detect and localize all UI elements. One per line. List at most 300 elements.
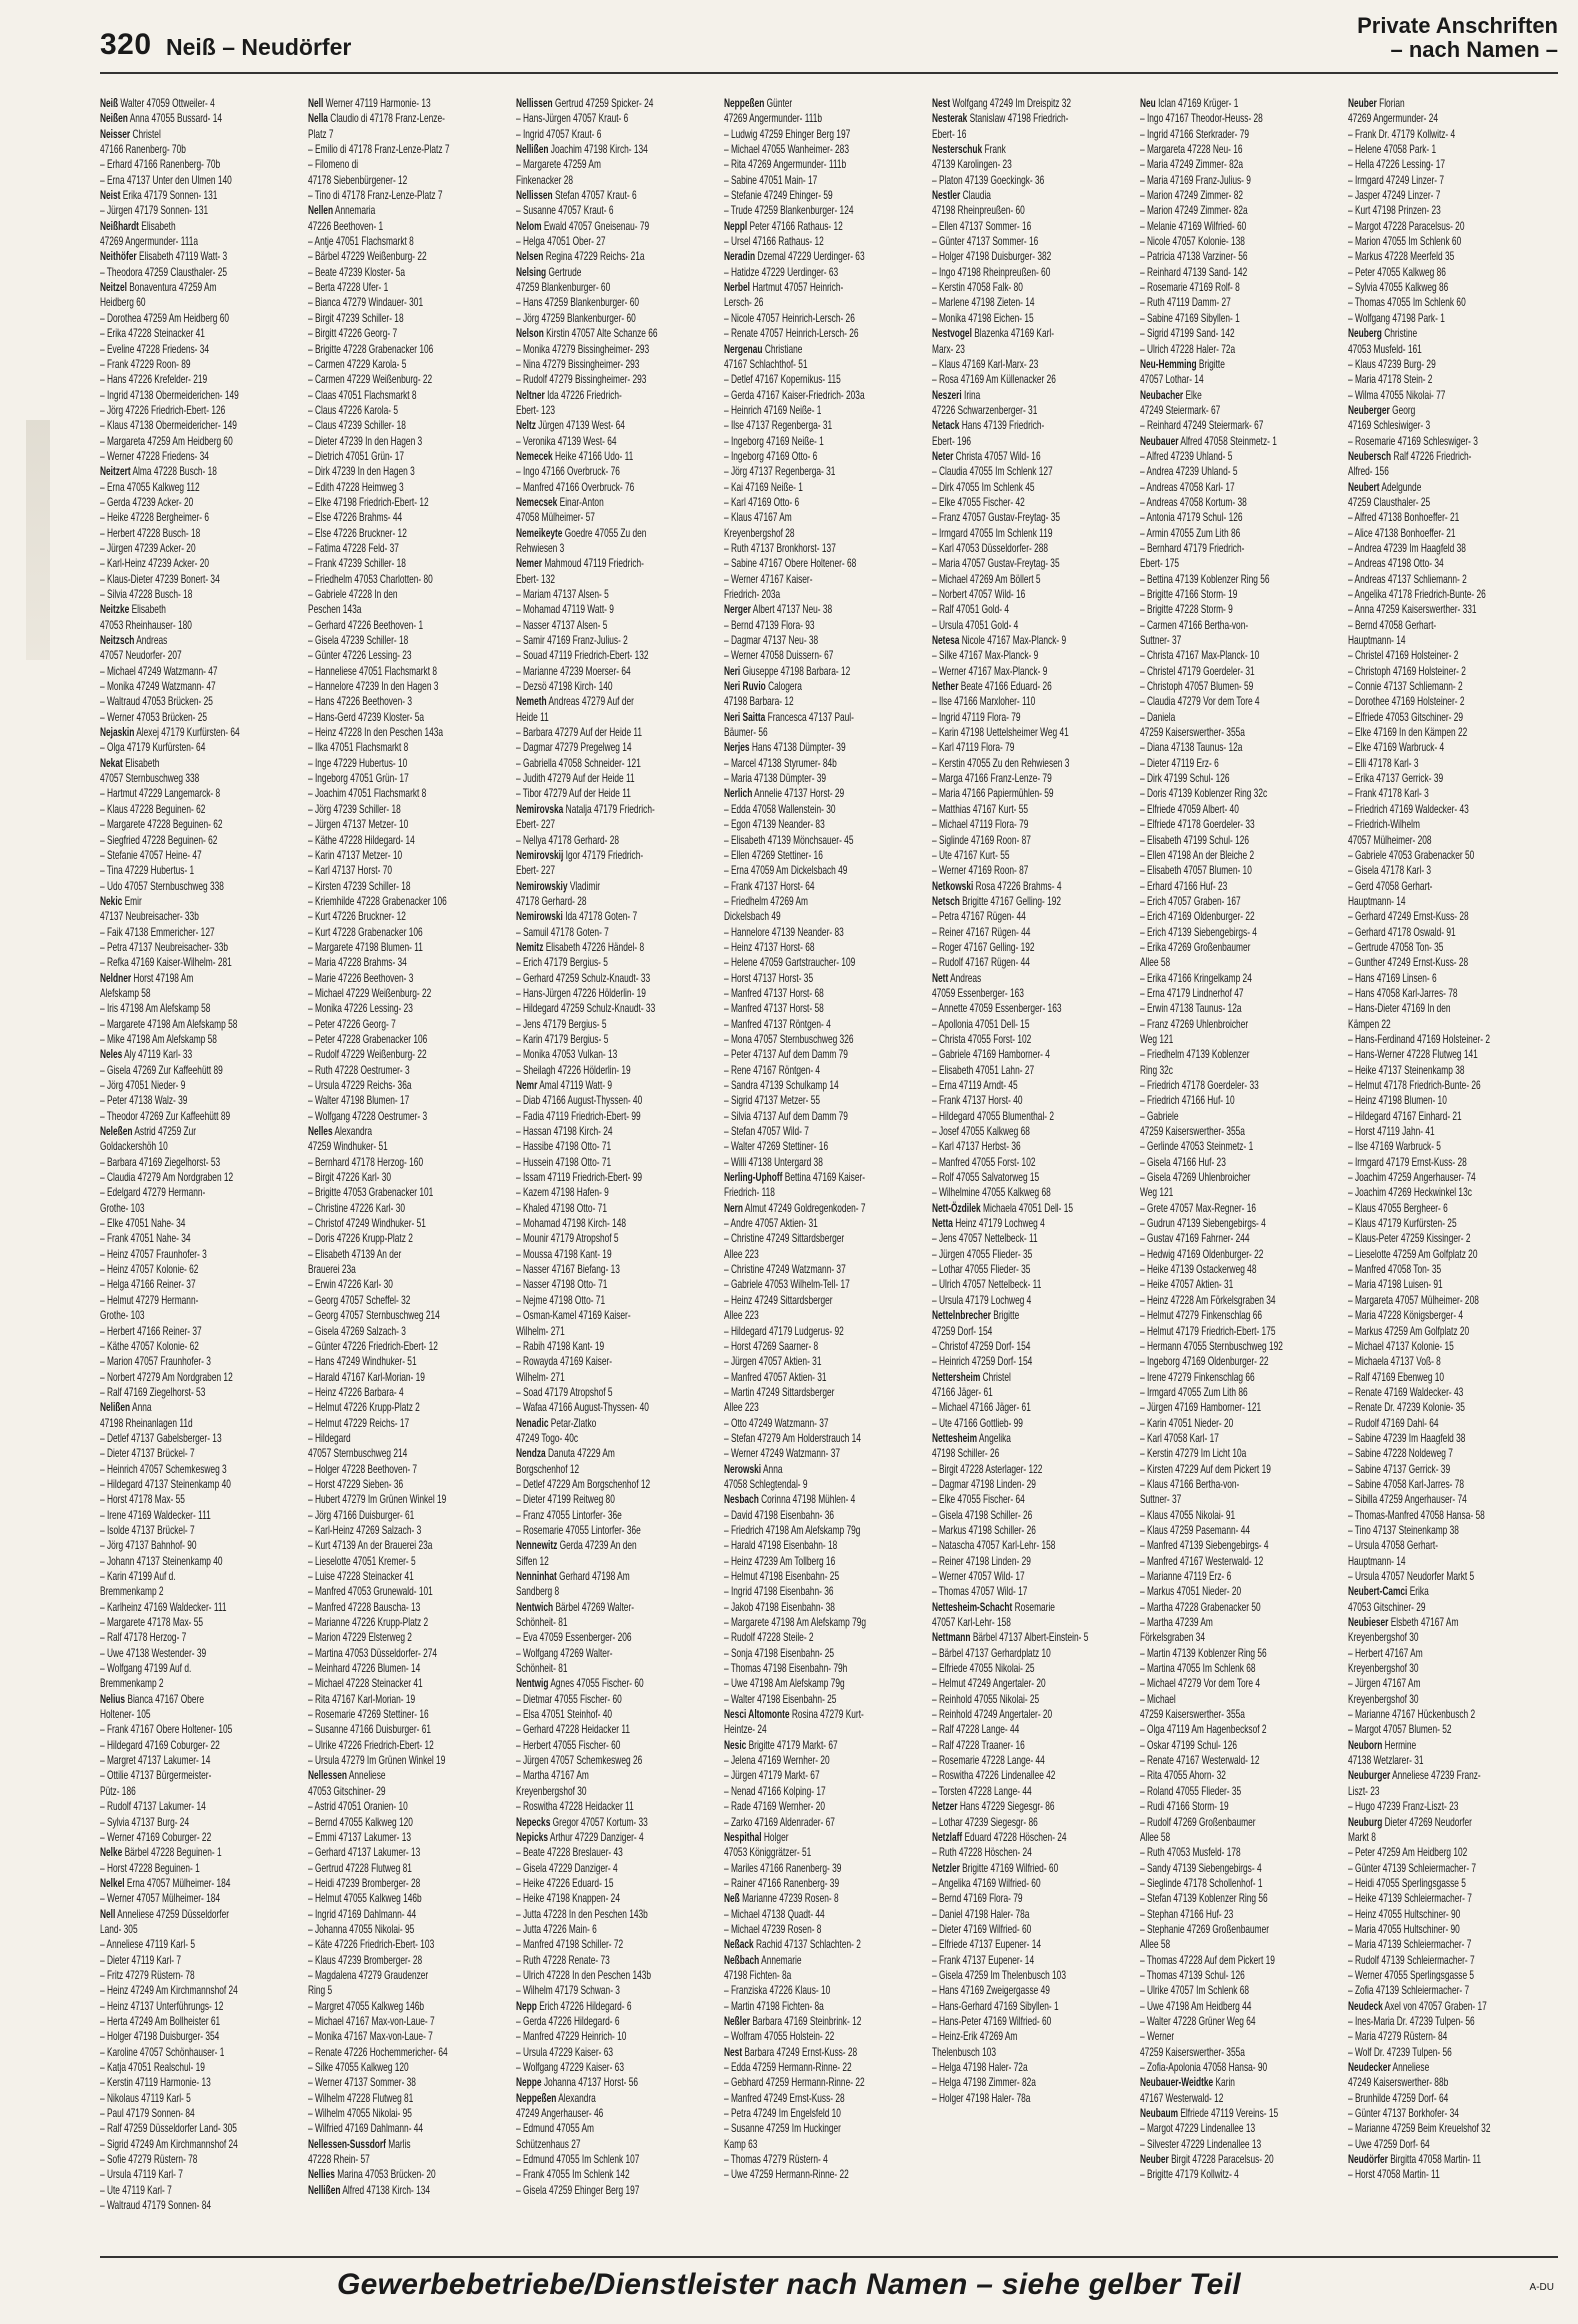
listing-entry — [1140, 1891, 1339, 1906]
entry-detail: – Friedrich 47166 Huf- 10 — [1140, 1094, 1235, 1108]
entry-detail: Kreyenbergshof 30 — [1348, 1631, 1419, 1645]
entry-detail: – Hans-Gerd 47239 Kloster- 5a — [308, 710, 425, 724]
entry-detail: – Elfriede 47053 Gitschiner- 29 — [1348, 710, 1464, 724]
surname: Nemirowski — [516, 910, 563, 924]
entry-detail: – Marcel 47138 Styrumer- 84b — [724, 756, 837, 770]
listing-entry — [724, 1953, 923, 1968]
listing-entry — [932, 326, 1131, 341]
entry-detail: – Uwe 47259 Dorf- 64 — [1348, 2137, 1430, 2151]
listing-entry — [308, 771, 507, 786]
listing-entry — [516, 2045, 715, 2060]
entry-detail: – Elke 47169 Warbruck- 4 — [1348, 741, 1445, 755]
entry-detail: – Michael 47229 Weißenburg- 22 — [308, 986, 432, 1000]
entry-detail: – Franz 47057 Gustav-Freytag- 35 — [932, 511, 1061, 525]
listing-entry — [932, 449, 1131, 464]
entry-detail: – Käthe 47057 Kolonie- 62 — [100, 1339, 199, 1353]
listing-entry — [100, 2106, 299, 2121]
listing-entry — [724, 234, 923, 249]
listing-entry — [1348, 1063, 1547, 1078]
listing-entry — [1140, 1446, 1339, 1461]
entry-detail: – Joachim 47051 Flachsmarkt 8 — [308, 787, 427, 801]
entry-detail: – Petra 47137 Neubreisacher- 33b — [100, 940, 229, 954]
entry-detail: – Ottilie 47137 Bürgermeister- — [100, 1769, 212, 1783]
entry-detail: – Ulrike 47226 Friedrich-Ebert- 12 — [308, 1738, 434, 1752]
entry-detail: – Martha 47228 Grabenacker 50 — [1140, 1600, 1261, 1614]
entry-detail: Nicole 47167 Max-Planck- 9 — [961, 634, 1067, 648]
entry-detail: – Nasser 47198 Otto- 71 — [516, 1278, 608, 1292]
listing-entry — [100, 326, 299, 341]
entry-detail: – Petra 47167 Rügen- 44 — [932, 910, 1026, 924]
listing-entry — [516, 2014, 715, 2029]
listing-entry — [932, 740, 1131, 755]
listing-entry — [308, 1354, 507, 1369]
entry-detail: – Frank 47178 Karl- 3 — [1348, 787, 1429, 801]
listing-entry — [932, 1262, 1131, 1277]
entry-detail: – Horst 47228 Beguinen- 1 — [100, 1861, 200, 1875]
entry-detail: – Gisela 47166 Huf- 23 — [1140, 1155, 1226, 1169]
listing-entry — [516, 1554, 715, 1569]
listing-entry — [932, 2029, 1131, 2044]
listing-entry — [1348, 1891, 1547, 1906]
listing-entry — [1140, 111, 1339, 126]
entry-detail: – Erich 47179 Bergius- 5 — [516, 956, 608, 970]
listing-entry — [516, 664, 715, 679]
entry-detail: Andreas 47279 Auf der — [548, 695, 634, 709]
listing-entry — [100, 848, 299, 863]
listing-entry — [1140, 2075, 1339, 2090]
surname: Nellies — [308, 2168, 335, 2182]
listing-entry — [724, 1922, 923, 1937]
listing-entry — [1348, 249, 1547, 264]
entry-detail: Schützenhaus 27 — [516, 2137, 581, 2151]
listing-entry — [724, 863, 923, 878]
listing-entry — [1348, 2045, 1547, 2060]
listing-entry — [1348, 311, 1547, 326]
listing-entry — [1348, 664, 1547, 679]
listing-entry — [308, 2183, 507, 2198]
entry-detail: – Erika 47137 Gerrick- 39 — [1348, 772, 1444, 786]
entry-detail: – Brigitte 47053 Grabenacker 101 — [308, 1186, 434, 1200]
entry-detail: – Elke 47169 In den Kämpen 22 — [1348, 726, 1468, 740]
listing-entry — [516, 909, 715, 924]
listing-entry — [100, 1922, 299, 1937]
entry-detail: Horst 47198 Am — [133, 971, 194, 985]
listing-entry — [1348, 1815, 1547, 1830]
listing-entry — [932, 2075, 1131, 2090]
surname: Nennewitz — [516, 1539, 558, 1553]
listing-entry — [1348, 1768, 1547, 1783]
listing-entry — [1348, 1324, 1547, 1339]
entry-detail: – Hans-Peter 47169 Wilfried- 60 — [932, 2014, 1052, 2028]
entry-detail: Hauptmann- 14 — [1348, 894, 1406, 908]
listing-entry — [516, 1093, 715, 1108]
listing-entry — [516, 541, 715, 556]
listing-entry — [932, 986, 1131, 1001]
listing-entry — [1140, 249, 1339, 264]
entry-detail: Emir — [124, 894, 142, 908]
listing-entry — [932, 1845, 1131, 1860]
listing-entry — [308, 1385, 507, 1400]
entry-detail: – Ingo 47167 Theodor-Heuss- 28 — [1140, 112, 1263, 126]
listing-entry — [724, 587, 923, 602]
listing-entry — [308, 833, 507, 848]
entry-detail: – Udo 47057 Sternbuschweg 338 — [100, 879, 224, 893]
entry-detail: – Gustav 47169 Fahrner- 244 — [1140, 1232, 1250, 1246]
entry-detail: – Marion 47057 Fraunhofer- 3 — [100, 1355, 211, 1369]
listing-entry — [724, 142, 923, 157]
listing-entry — [932, 1247, 1131, 1262]
listing-entry — [724, 1815, 923, 1830]
entry-detail: – Irmgard 47249 Linzer- 7 — [1348, 173, 1445, 187]
listing-entry — [308, 2060, 507, 2075]
listing-entry — [932, 188, 1131, 203]
listing-entry — [100, 740, 299, 755]
entry-detail: Allee 58 — [1140, 956, 1171, 970]
entry-detail: Holger — [763, 1830, 789, 1844]
entry-detail: – Helene 47058 Park- 1 — [1348, 143, 1437, 157]
listing-entry — [100, 1907, 299, 1922]
listing-entry — [100, 786, 299, 801]
listing-entry — [100, 1001, 299, 1016]
entry-detail: – Heinz 47057 Fraunhofer- 3 — [100, 1247, 207, 1261]
listing-entry — [308, 1630, 507, 1645]
listing-entry — [308, 1799, 507, 1814]
entry-detail: 47249 Togo- 40c — [516, 1431, 579, 1445]
listing-entry — [100, 1983, 299, 1998]
listing-entry — [308, 1277, 507, 1292]
listing-entry — [100, 1400, 299, 1415]
entry-detail: – Michael 47249 Watzmann- 47 — [100, 664, 218, 678]
entry-detail: – Dagmar 47137 Neu- 38 — [724, 634, 819, 648]
listing-entry — [1140, 2106, 1339, 2121]
listing-entry — [724, 1216, 923, 1231]
listing-entry — [724, 817, 923, 832]
entry-detail: – Werner 47167 Max-Planck- 9 — [932, 664, 1048, 678]
entry-detail: – Silke 47167 Max-Planck- 9 — [932, 649, 1039, 663]
entry-detail: – Wilhelmine 47055 Kalkweg 68 — [932, 1186, 1051, 1200]
entry-detail: – Nicole 47057 Heinrich-Lersch- 26 — [724, 311, 855, 325]
entry-detail: – Alfred 47239 Uhland- 5 — [1140, 449, 1233, 463]
surname: Nepp — [516, 1999, 537, 2013]
surname: Neiß — [100, 97, 119, 110]
listing-entry — [516, 1155, 715, 1170]
entry-detail: – Frank 47137 Horst- 64 — [724, 879, 815, 893]
entry-detail: Marina 47053 Brücken- 20 — [337, 2168, 436, 2182]
listing-entry — [932, 311, 1131, 326]
entry-detail: – Ute 47166 Gottlieb- 99 — [932, 1416, 1023, 1430]
entry-detail: – Margret 47137 Lakumer- 14 — [100, 1754, 211, 1768]
surname: Nesic — [724, 1738, 747, 1752]
listing-entry — [1348, 142, 1547, 157]
listing-entry — [1140, 372, 1339, 387]
surname: Neuber — [1348, 97, 1377, 110]
surname: Nepecks — [516, 1815, 551, 1829]
listing-entry — [724, 633, 923, 648]
listing-entry — [932, 1293, 1131, 1308]
entry-detail: – Wolf Dr. 47239 Tulpen- 56 — [1348, 2045, 1452, 2059]
listing-entry — [516, 1170, 715, 1185]
entry-detail: – Wolfgang 47229 Kaiser- 63 — [516, 2061, 624, 2074]
entry-detail: – Marianne 47239 Moerser- 64 — [516, 664, 631, 678]
listing-entry — [1140, 1600, 1339, 1615]
listing-entry — [932, 1554, 1131, 1569]
listing-entry — [1140, 495, 1339, 510]
listing-entry — [1140, 986, 1339, 1001]
entry-detail: – Ingrid 47057 Kraut- 6 — [516, 127, 602, 141]
listing-entry — [1348, 388, 1547, 403]
entry-detail: – Erna 47055 Kalkweg 112 — [100, 480, 200, 494]
entry-detail: – Wilfried 47169 Dahlmann- 44 — [308, 2122, 424, 2136]
listing-entry — [1348, 372, 1547, 387]
listing-entry — [100, 295, 299, 310]
listing-entry — [516, 1907, 715, 1922]
entry-detail: – Erna 47137 Unter den Ulmen 140 — [100, 173, 232, 187]
listing-entry — [100, 572, 299, 587]
listing-entry — [308, 879, 507, 894]
listing-entry — [1140, 1185, 1339, 1200]
listing-entry — [516, 633, 715, 648]
listing-entry — [308, 219, 507, 234]
entry-detail: Brigitte — [1198, 357, 1225, 371]
entry-detail: – Tino di 47178 Franz-Lenze-Platz 7 — [308, 189, 443, 203]
entry-detail: – Martha 47167 Am — [516, 1769, 589, 1783]
listing-entry — [724, 618, 923, 633]
listing-entry — [932, 1891, 1131, 1906]
listing-entry — [724, 1477, 923, 1492]
entry-detail: – Sieglinde 47178 Schollenhof- 1 — [1140, 1876, 1263, 1890]
entry-detail: – Ursula 47051 Gold- 4 — [932, 618, 1019, 632]
entry-detail: – Claudia 47279 Vor dem Tore 4 — [1140, 695, 1260, 709]
listing-entry — [1348, 1968, 1547, 1983]
entry-detail: – Nicole 47057 Kolonie- 138 — [1140, 235, 1245, 249]
surname: Nenadic — [516, 1416, 549, 1430]
surname: Neter — [932, 449, 954, 463]
listing-entry — [100, 219, 299, 234]
entry-detail: – Marion 47229 Elsterweg 2 — [308, 1631, 412, 1645]
entry-detail: – Sandy 47139 Siebengebirgs- 4 — [1140, 1861, 1262, 1875]
listing-entry — [724, 771, 923, 786]
listing-entry — [516, 111, 715, 126]
entry-detail: Bäumer- 56 — [724, 726, 768, 740]
listing-entry — [100, 1185, 299, 1200]
listing-entry — [308, 602, 507, 617]
entry-detail: 47166 Jäger- 61 — [932, 1385, 993, 1399]
entry-detail: – Helmut 47055 Kalkweg 146b — [308, 1892, 422, 1906]
listing-entry — [100, 1600, 299, 1615]
entry-detail: Petar-Zlatko — [550, 1416, 597, 1430]
listing-entry — [932, 848, 1131, 863]
entry-detail: – Günter 47226 Lessing- 23 — [308, 649, 412, 663]
listing-entry — [724, 679, 923, 694]
entry-detail: Suttner- 37 — [1140, 634, 1182, 648]
footer-code: A-DU — [1529, 2282, 1554, 2293]
entry-detail: – Susanne 47057 Kraut- 6 — [516, 204, 614, 218]
listing-entry — [724, 1569, 923, 1584]
surname: Neles — [100, 1048, 123, 1062]
listing-entry — [1140, 1753, 1339, 1768]
entry-detail: – Markus 47198 Schiller- 26 — [932, 1523, 1036, 1537]
entry-detail: – Lothar 47239 Siegesgr- 86 — [932, 1815, 1038, 1829]
listing-entry — [100, 234, 299, 249]
listing-entry — [100, 280, 299, 295]
entry-detail: Holtener- 105 — [100, 1708, 151, 1722]
entry-detail: Erna 47057 Mülheimer- 184 — [126, 1876, 231, 1890]
listing-entry — [1348, 1999, 1547, 2014]
entry-detail: 47198 Schiller- 26 — [932, 1447, 1000, 1461]
entry-detail: – Christof 47249 Windhuker- 51 — [308, 1217, 426, 1231]
entry-detail: Barbara 47249 Ernst-Kuss- 28 — [744, 2045, 858, 2059]
entry-detail: – Sofie 47279 Rüstern- 78 — [100, 2153, 198, 2167]
entry-detail: – Manfred 47229 Heinrich- 10 — [516, 2030, 627, 2044]
entry-detail: – Rosemarie 47169 Schleswiger- 3 — [1348, 434, 1478, 448]
entry-detail: – Fatima 47228 Feld- 37 — [308, 541, 399, 555]
entry-detail: – Erika 47269 Großenbaumer — [1140, 940, 1251, 954]
listing-entry — [1140, 1953, 1339, 1968]
entry-detail: – Helmut 47198 Eisenbahn- 25 — [724, 1570, 840, 1583]
entry-detail: – Martin 47198 Fichten- 8a — [724, 1999, 824, 2013]
listing-entry — [932, 495, 1131, 510]
entry-detail: – Klaus 47138 Obermeidericher- 149 — [100, 419, 237, 433]
listing-entry — [516, 1032, 715, 1047]
entry-detail: – Peter 47138 Walz- 39 — [100, 1094, 188, 1108]
title-line-2: – nach Namen – — [1390, 37, 1558, 62]
entry-detail: – Erhard 47166 Huf- 23 — [1140, 879, 1228, 893]
listing-entry — [516, 1630, 715, 1645]
listing-entry — [100, 863, 299, 878]
surname: Nemecsek — [516, 495, 558, 509]
entry-detail: Amal 47119 Watt- 9 — [539, 1079, 613, 1092]
listing-entry — [724, 1830, 923, 1845]
entry-detail: – Gerhard 47137 Lakumer- 13 — [308, 1846, 421, 1860]
entry-detail: – Gunther 47249 Ernst-Kuss- 28 — [1348, 956, 1469, 970]
listing-entry — [932, 1416, 1131, 1431]
entry-detail: – Wolfgang 47198 Park- 1 — [1348, 311, 1445, 325]
listing-entry — [932, 1661, 1131, 1676]
entry-detail: – Rudolf 47228 Steile- 2 — [724, 1631, 814, 1645]
entry-detail: – Marianne 47259 Beim Kreuelshof 32 — [1348, 2122, 1491, 2136]
entry-detail: Heinz 47179 Lochweg 4 — [955, 1217, 1045, 1231]
listing-entry — [932, 1339, 1131, 1354]
entry-detail: – Helmut 47179 Friedrich-Ebert- 175 — [1140, 1324, 1276, 1338]
entry-detail: – Ruth 47137 Bronkhorst- 137 — [724, 541, 836, 555]
entry-detail: Alexandra — [558, 2091, 596, 2105]
listing-entry — [1348, 1753, 1547, 1768]
listing-entry — [100, 1738, 299, 1753]
entry-detail: – Irmgard 47179 Ernst-Kuss- 28 — [1348, 1155, 1467, 1169]
listing-entry — [724, 710, 923, 725]
listing-entry — [1348, 1124, 1547, 1139]
entry-detail: – Walter 47269 Stettiner- 16 — [724, 1140, 829, 1154]
listing-entry — [100, 817, 299, 832]
listing-entry — [516, 679, 715, 694]
listing-entry — [100, 1661, 299, 1676]
listing-entry — [724, 449, 923, 464]
listing-entry — [308, 2152, 507, 2167]
entry-detail: – Elli 47178 Karl- 3 — [1348, 756, 1419, 770]
listing-entry — [516, 1277, 715, 1292]
entry-detail: – Gisela 47269 Uhlenbroicher — [1140, 1171, 1251, 1185]
entry-detail: – Gabriele 47053 Grabenacker 50 — [1348, 848, 1475, 862]
listing-entry — [516, 265, 715, 280]
listing-entry — [1140, 434, 1339, 449]
listing-entry — [308, 1231, 507, 1246]
entry-detail: – Silvia 47137 Auf dem Damm 79 — [724, 1109, 848, 1123]
listing-entry — [516, 879, 715, 894]
listing-entry — [932, 1569, 1131, 1584]
listing-entry — [724, 1861, 923, 1876]
entry-detail: – Kerstin 47279 Im Licht 10a — [1140, 1447, 1247, 1461]
entry-detail: – Sylvia 47055 Kalkweg 86 — [1348, 281, 1449, 295]
listing-entry — [932, 1139, 1131, 1154]
entry-detail: Beate 47166 Eduard- 26 — [960, 680, 1052, 694]
surname: Nella — [308, 112, 328, 126]
entry-detail: – Peter 47055 Kalkweg 86 — [1348, 265, 1446, 279]
listing-entry — [1140, 1922, 1339, 1937]
entry-detail: – Meinhard 47226 Blumen- 14 — [308, 1662, 421, 1676]
listing-entry — [1140, 1293, 1339, 1308]
entry-detail: – Ilka 47051 Flachsmarkt 8 — [308, 741, 409, 755]
entry-detail: – Werner 47169 Roon- 87 — [932, 864, 1029, 878]
entry-detail: – Ulrich 47228 In den Peschen 143b — [516, 1968, 652, 1982]
listing-entry — [932, 357, 1131, 372]
entry-detail: – Heike 47057 Aktien- 31 — [1140, 1278, 1234, 1292]
entry-detail: – Bärbel 47137 Gerhardplatz 10 — [932, 1646, 1051, 1660]
listing-entry — [932, 1124, 1131, 1139]
listing-entry — [1140, 1124, 1339, 1139]
listing-entry — [516, 1922, 715, 1937]
entry-detail: – Nasser 47167 Biefang- 13 — [516, 1263, 620, 1277]
listing-entry — [308, 295, 507, 310]
listing-entry — [308, 1508, 507, 1523]
entry-detail: – Elsa 47051 Steinhof- 40 — [516, 1708, 613, 1722]
listing-entry — [308, 1922, 507, 1937]
listing-entry — [1140, 1784, 1339, 1799]
entry-detail: Gerda 47239 An den — [559, 1539, 637, 1553]
listing-entry — [308, 311, 507, 326]
listing-entry — [100, 771, 299, 786]
listing-entry — [100, 1201, 299, 1216]
listing-entry — [932, 1646, 1131, 1661]
listing-entry — [308, 1063, 507, 1078]
entry-detail: Sandberg 8 — [516, 1585, 560, 1599]
entry-detail: – Ruth 47119 Damm- 27 — [1140, 296, 1231, 310]
entry-detail: Alfred 47058 Steinmetz- 1 — [1180, 434, 1277, 448]
entry-detail: – Frank 47167 Obere Holtener- 105 — [100, 1723, 233, 1737]
entry-detail: – Helene 47059 Gartstraucher- 109 — [724, 956, 856, 970]
listing-entry — [1140, 403, 1339, 418]
listing-entry — [932, 833, 1131, 848]
entry-detail: – Lieselotte 47051 Kremer- 5 — [308, 1554, 416, 1568]
entry-detail: – Ruth 47228 Oestrumer- 3 — [308, 1063, 410, 1077]
entry-detail: 47137 Neubreisacher- 33b — [100, 910, 199, 924]
entry-detail: – Klaus 47239 Bromberger- 28 — [308, 1953, 423, 1967]
entry-detail: Suttner- 37 — [1140, 1493, 1182, 1507]
entry-detail: Elisabeth — [131, 603, 166, 617]
entry-detail: – Jutta 47226 Main- 6 — [516, 1922, 597, 1936]
entry-detail: – Heike 47137 Steinenkamp 38 — [1348, 1063, 1465, 1077]
listing-entry — [724, 1584, 923, 1599]
entry-detail: – Marianne 47167 Hückenbusch 2 — [1348, 1708, 1476, 1722]
entry-detail: – Marion 47249 Zimmer- 82 — [1140, 189, 1244, 203]
listing-entry — [100, 833, 299, 848]
entry-detail: – Willi 47138 Untergard 38 — [724, 1155, 823, 1169]
listing-entry — [1140, 1001, 1339, 1016]
entry-detail: – Theodor 47269 Zur Kaffeehütt 89 — [100, 1109, 231, 1123]
entry-detail: – Werner 47167 Kaiser- — [724, 572, 813, 586]
entry-detail: – Erna 47119 Arndt- 45 — [932, 1079, 1018, 1092]
listing-entry — [308, 1615, 507, 1630]
listing-entry — [1348, 173, 1547, 188]
